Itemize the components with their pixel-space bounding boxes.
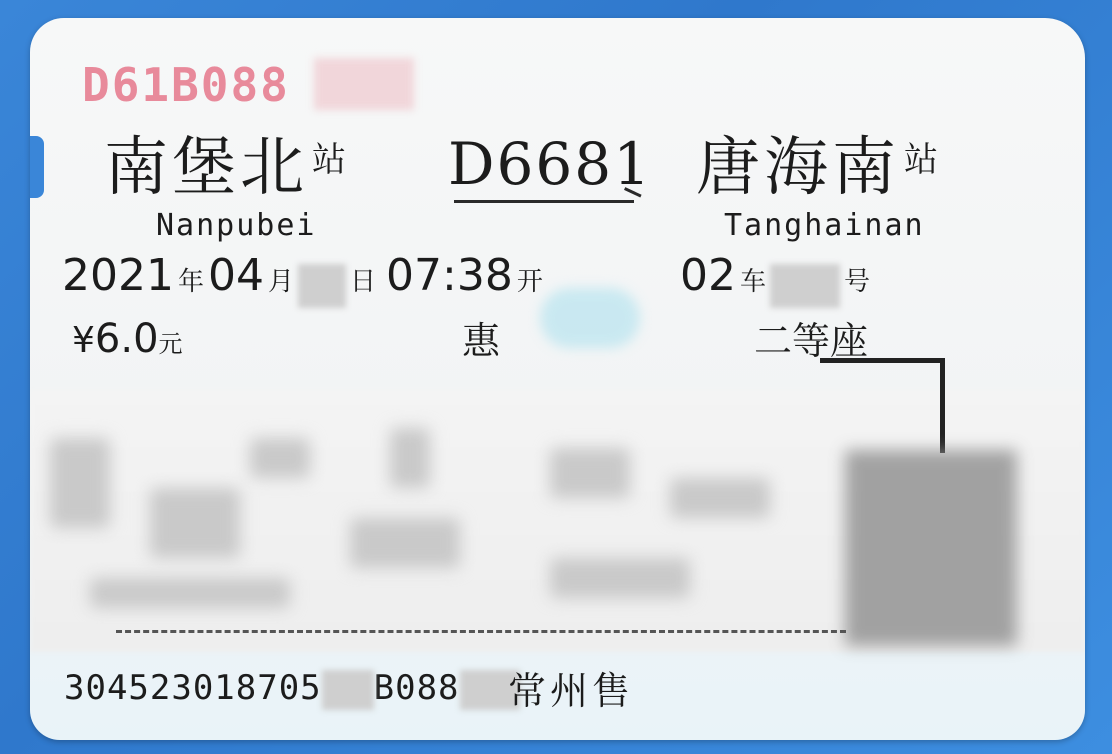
redacted-qr-code (845, 450, 1017, 646)
price-unit: 元 (158, 330, 183, 358)
depart-label: 开 (516, 267, 543, 297)
car-seat (680, 250, 874, 308)
car-number: 02 (680, 250, 736, 301)
train-number: D6681 (448, 130, 653, 198)
serial-part1: 304523018705 (64, 668, 322, 708)
arrival-station-name: 唐海南 (696, 131, 900, 205)
seat-unit: 号 (844, 267, 871, 297)
ticket-serial (64, 668, 520, 710)
date-month: 04 (208, 250, 264, 301)
redacted-day (298, 264, 346, 308)
month-unit: 月 (268, 267, 295, 297)
departure-station-name: 南堡北 (104, 131, 308, 205)
dashed-divider (116, 630, 846, 633)
redacted-serial-segment-1 (322, 670, 374, 710)
year-unit: 年 (177, 267, 204, 297)
serial-part2: B088 (373, 668, 460, 708)
departure-station-pinyin: Nanpubei (156, 208, 317, 243)
arrival-station-suffix: 站 (904, 140, 942, 180)
arrival-station-pinyin: Tanghainan (724, 208, 925, 243)
departure-time: 07:38 (386, 250, 513, 301)
discount-mark: 惠 (462, 319, 501, 363)
train-ticket (30, 18, 1085, 740)
car-unit: 车 (740, 267, 767, 297)
ticket-id-code: D61B088 (82, 58, 290, 112)
seat-class: 二等座 (754, 319, 869, 363)
price-amount: 6.0 (94, 316, 159, 362)
date-year: 2021 (62, 250, 174, 301)
discount-stamp-blob (540, 288, 640, 348)
arrival-station (696, 116, 942, 208)
sold-at-station: 常州售 (508, 669, 635, 713)
train-number-underline (454, 200, 634, 203)
departure-datetime (62, 250, 547, 308)
qr-frame-corner (820, 358, 945, 453)
currency-symbol: ¥ (72, 320, 95, 361)
departure-station (104, 116, 350, 208)
day-unit: 日 (350, 267, 377, 297)
redacted-id-suffix (314, 58, 414, 110)
redacted-seat-number (770, 264, 840, 308)
ticket-notch (30, 136, 44, 198)
ticket-price (72, 316, 183, 362)
departure-station-suffix: 站 (312, 140, 350, 180)
